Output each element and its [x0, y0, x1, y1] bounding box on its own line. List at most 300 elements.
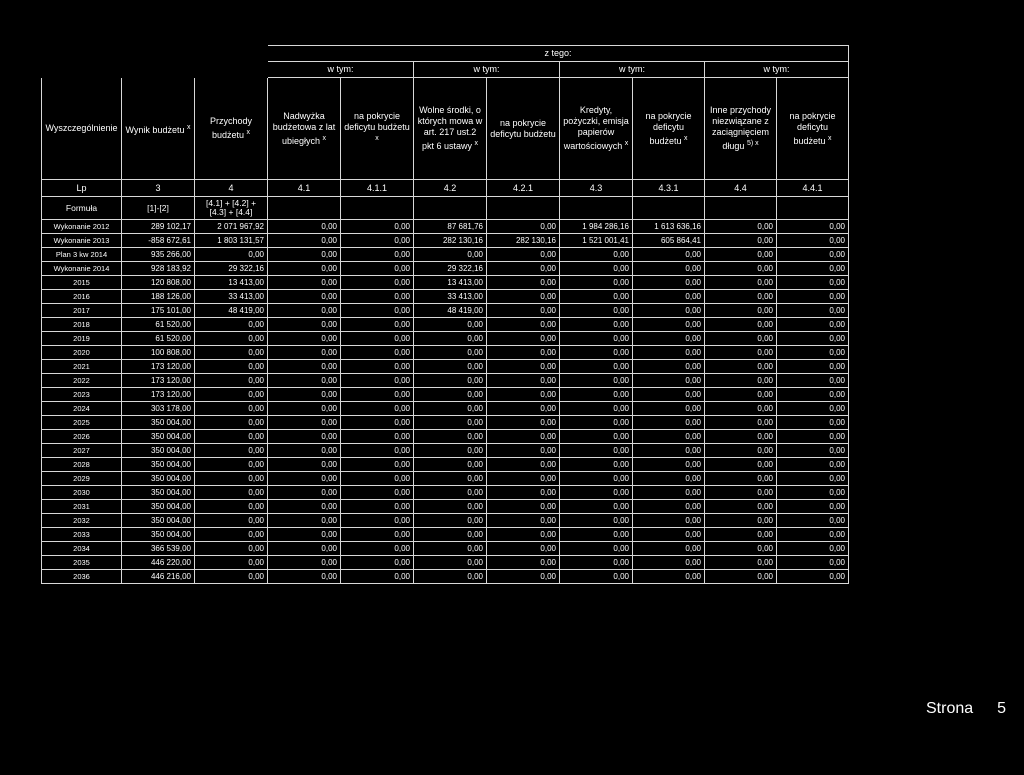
lp-cell: 3 — [122, 180, 195, 197]
formula-cell — [633, 197, 705, 220]
value-cell: 0,00 — [487, 360, 560, 374]
value-cell: 350 004,00 — [122, 444, 195, 458]
lp-cell: 4.4.1 — [777, 180, 849, 197]
value-cell: 0,00 — [633, 402, 705, 416]
value-cell: 350 004,00 — [122, 472, 195, 486]
formula-cell — [560, 197, 633, 220]
value-cell: 33 413,00 — [414, 290, 487, 304]
value-cell: 0,00 — [705, 542, 777, 556]
value-cell: 0,00 — [633, 458, 705, 472]
value-cell: 0,00 — [487, 528, 560, 542]
footnote-mark: x — [684, 134, 688, 142]
formula-cell: Formuła — [42, 197, 122, 220]
w-tym-label: w tym: — [560, 62, 705, 78]
value-cell: 0,00 — [777, 374, 849, 388]
value-cell: 0,00 — [777, 514, 849, 528]
value-cell: 0,00 — [195, 374, 268, 388]
value-cell: 1 803 131,57 — [195, 234, 268, 248]
formula-cell — [268, 197, 341, 220]
lp-cell: 4.2 — [414, 180, 487, 197]
footnote-mark: x — [186, 123, 191, 131]
value-cell: 350 004,00 — [122, 500, 195, 514]
value-cell: 0,00 — [705, 234, 777, 248]
value-cell: 0,00 — [705, 556, 777, 570]
value-cell: 350 004,00 — [122, 514, 195, 528]
value-cell: 0,00 — [560, 556, 633, 570]
value-cell: 0,00 — [560, 500, 633, 514]
value-cell: 0,00 — [777, 318, 849, 332]
value-cell: 0,00 — [268, 514, 341, 528]
value-cell: 0,00 — [777, 472, 849, 486]
column-header-label: Przychody budżetu — [209, 116, 253, 140]
value-cell: 33 413,00 — [195, 290, 268, 304]
value-cell: 0,00 — [268, 290, 341, 304]
value-cell: 0,00 — [777, 458, 849, 472]
value-cell: 0,00 — [341, 388, 414, 402]
value-cell: 0,00 — [777, 542, 849, 556]
value-cell: 0,00 — [487, 430, 560, 444]
column-header — [777, 78, 849, 180]
value-cell: 0,00 — [268, 276, 341, 290]
value-cell: 350 004,00 — [122, 528, 195, 542]
value-cell: 0,00 — [705, 570, 777, 584]
table-row — [42, 402, 849, 416]
value-cell: 0,00 — [487, 444, 560, 458]
value-cell: 173 120,00 — [122, 360, 195, 374]
value-cell: 0,00 — [268, 360, 341, 374]
value-cell: 0,00 — [777, 402, 849, 416]
value-cell: 0,00 — [705, 248, 777, 262]
footnote-mark: x — [624, 140, 629, 147]
value-cell: 0,00 — [560, 262, 633, 276]
value-cell: 0,00 — [560, 360, 633, 374]
value-cell: 0,00 — [341, 290, 414, 304]
value-cell: 0,00 — [777, 556, 849, 570]
lp-cell: 4.1 — [268, 180, 341, 197]
value-cell: 0,00 — [705, 262, 777, 276]
value-cell: 0,00 — [195, 346, 268, 360]
value-cell: 0,00 — [341, 346, 414, 360]
value-cell: 0,00 — [705, 472, 777, 486]
row-label: 2028 — [42, 458, 122, 472]
value-cell: 0,00 — [195, 528, 268, 542]
value-cell: 0,00 — [195, 556, 268, 570]
value-cell: 0,00 — [341, 318, 414, 332]
value-cell: 0,00 — [487, 276, 560, 290]
formula-row — [42, 197, 849, 220]
column-header — [705, 78, 777, 180]
value-cell: 48 419,00 — [414, 304, 487, 318]
value-cell: 0,00 — [487, 416, 560, 430]
row-label: Wykonanie 2012 — [42, 220, 122, 234]
value-cell: 0,00 — [777, 486, 849, 500]
value-cell: 100 808,00 — [122, 346, 195, 360]
value-cell: 0,00 — [414, 360, 487, 374]
value-cell: 0,00 — [633, 444, 705, 458]
table-row — [42, 528, 849, 542]
value-cell: 0,00 — [341, 374, 414, 388]
value-cell: 0,00 — [195, 318, 268, 332]
value-cell: 0,00 — [560, 542, 633, 556]
table-row — [42, 346, 849, 360]
value-cell: -858 672,61 — [122, 234, 195, 248]
column-header-label: Nadwyżka budżetowa z lat ubiegłych — [272, 110, 336, 146]
table-row — [42, 458, 849, 472]
table-row — [42, 318, 849, 332]
value-cell: 0,00 — [560, 458, 633, 472]
row-label: 2029 — [42, 472, 122, 486]
value-cell: 0,00 — [633, 514, 705, 528]
row-label: 2025 — [42, 416, 122, 430]
value-cell: 0,00 — [560, 290, 633, 304]
value-cell: 0,00 — [414, 388, 487, 402]
column-header-label: Wynik budżetu — [125, 124, 185, 135]
value-cell: 0,00 — [633, 318, 705, 332]
column-header-label: Wolne środki, o których mowa w art. 217 ust.2 pkt 6 ustawy — [417, 105, 483, 151]
value-cell: 0,00 — [560, 486, 633, 500]
value-cell: 0,00 — [341, 416, 414, 430]
value-cell: 0,00 — [195, 500, 268, 514]
value-cell: 0,00 — [414, 346, 487, 360]
value-cell: 0,00 — [560, 472, 633, 486]
table-row — [42, 514, 849, 528]
lp-cell: 4.2.1 — [487, 180, 560, 197]
value-cell: 0,00 — [560, 304, 633, 318]
value-cell: 0,00 — [487, 248, 560, 262]
header-row-w-tym — [42, 62, 849, 78]
value-cell: 0,00 — [341, 500, 414, 514]
value-cell: 0,00 — [560, 276, 633, 290]
value-cell: 1 984 286,16 — [560, 220, 633, 234]
column-header-label: Inne przychody niezwiązane z zaciągnięciem długu — [709, 105, 772, 151]
value-cell: 0,00 — [414, 458, 487, 472]
value-cell: 0,00 — [560, 402, 633, 416]
formula-cell — [777, 197, 849, 220]
value-cell: 1 613 636,16 — [633, 220, 705, 234]
formula-cell — [487, 197, 560, 220]
value-cell: 0,00 — [341, 234, 414, 248]
value-cell: 0,00 — [560, 248, 633, 262]
value-cell: 0,00 — [195, 444, 268, 458]
value-cell: 0,00 — [705, 402, 777, 416]
value-cell: 0,00 — [487, 374, 560, 388]
value-cell: 0,00 — [341, 444, 414, 458]
table-row — [42, 542, 849, 556]
row-label: 2022 — [42, 374, 122, 388]
value-cell: 0,00 — [487, 472, 560, 486]
lp-cell: 4.4 — [705, 180, 777, 197]
value-cell: 0,00 — [633, 276, 705, 290]
value-cell: 13 413,00 — [414, 276, 487, 290]
value-cell: 0,00 — [560, 346, 633, 360]
value-cell: 0,00 — [268, 416, 341, 430]
row-label: 2035 — [42, 556, 122, 570]
table-row — [42, 486, 849, 500]
table-row — [42, 444, 849, 458]
value-cell: 0,00 — [487, 486, 560, 500]
value-cell: 0,00 — [560, 430, 633, 444]
value-cell: 0,00 — [633, 486, 705, 500]
footnote-mark: x — [474, 140, 479, 147]
table-body — [42, 46, 849, 584]
value-cell: 0,00 — [341, 304, 414, 318]
lp-row — [42, 180, 849, 197]
table-row — [42, 556, 849, 570]
value-cell: 0,00 — [341, 486, 414, 500]
value-cell: 0,00 — [633, 304, 705, 318]
value-cell: 0,00 — [414, 570, 487, 584]
header-row-z-tego — [42, 46, 849, 62]
lp-cell: 4.3.1 — [633, 180, 705, 197]
value-cell: 0,00 — [268, 234, 341, 248]
value-cell: 0,00 — [414, 416, 487, 430]
value-cell: 175 101,00 — [122, 304, 195, 318]
value-cell: 0,00 — [268, 318, 341, 332]
value-cell: 0,00 — [487, 570, 560, 584]
value-cell: 0,00 — [560, 388, 633, 402]
lp-cell: 4.1.1 — [341, 180, 414, 197]
table-row — [42, 248, 849, 262]
value-cell: 0,00 — [633, 416, 705, 430]
value-cell: 0,00 — [487, 346, 560, 360]
value-cell: 0,00 — [777, 360, 849, 374]
value-cell: 0,00 — [268, 248, 341, 262]
value-cell: 0,00 — [777, 528, 849, 542]
value-cell: 0,00 — [414, 542, 487, 556]
value-cell: 0,00 — [268, 528, 341, 542]
value-cell: 0,00 — [633, 360, 705, 374]
column-header — [341, 78, 414, 180]
value-cell: 0,00 — [777, 388, 849, 402]
value-cell: 0,00 — [414, 248, 487, 262]
row-label: 2021 — [42, 360, 122, 374]
value-cell: 0,00 — [487, 514, 560, 528]
column-header-label: Wyszczególnienie — [45, 123, 118, 133]
column-header — [560, 78, 633, 180]
value-cell: 2 071 967,92 — [195, 220, 268, 234]
value-cell: 0,00 — [633, 472, 705, 486]
formula-cell — [414, 197, 487, 220]
table-row — [42, 472, 849, 486]
value-cell: 0,00 — [777, 276, 849, 290]
value-cell: 0,00 — [777, 262, 849, 276]
value-cell: 120 808,00 — [122, 276, 195, 290]
value-cell: 0,00 — [705, 290, 777, 304]
value-cell: 0,00 — [414, 402, 487, 416]
value-cell: 0,00 — [487, 220, 560, 234]
value-cell: 0,00 — [777, 234, 849, 248]
row-label: 2015 — [42, 276, 122, 290]
value-cell: 48 419,00 — [195, 304, 268, 318]
value-cell: 0,00 — [633, 290, 705, 304]
value-cell: 0,00 — [195, 486, 268, 500]
value-cell: 1 521 001,41 — [560, 234, 633, 248]
row-label: 2034 — [42, 542, 122, 556]
row-label: 2030 — [42, 486, 122, 500]
formula-cell: [4.1] + [4.2] + [4.3] + [4.4] — [195, 197, 268, 220]
table-row — [42, 416, 849, 430]
column-header-label: na pokrycie deficytu budżetu — [789, 110, 836, 146]
footnote-mark: x — [375, 134, 379, 142]
formula-cell — [705, 197, 777, 220]
value-cell: 0,00 — [705, 388, 777, 402]
value-cell: 0,00 — [705, 486, 777, 500]
row-label: 2016 — [42, 290, 122, 304]
row-label: 2019 — [42, 332, 122, 346]
value-cell: 0,00 — [341, 276, 414, 290]
value-cell: 0,00 — [268, 374, 341, 388]
row-label: 2020 — [42, 346, 122, 360]
value-cell: 0,00 — [414, 472, 487, 486]
column-header — [195, 78, 268, 180]
value-cell: 446 220,00 — [122, 556, 195, 570]
footnote-mark: x — [828, 134, 832, 142]
column-headers — [42, 78, 849, 180]
value-cell: 0,00 — [633, 248, 705, 262]
value-cell: 0,00 — [487, 458, 560, 472]
column-header — [122, 78, 195, 180]
value-cell: 0,00 — [341, 262, 414, 276]
value-cell: 0,00 — [414, 332, 487, 346]
value-cell: 0,00 — [195, 514, 268, 528]
value-cell: 0,00 — [705, 458, 777, 472]
value-cell: 0,00 — [777, 570, 849, 584]
value-cell: 0,00 — [705, 220, 777, 234]
value-cell: 0,00 — [777, 500, 849, 514]
row-label: 2017 — [42, 304, 122, 318]
row-label: Wykonanie 2013 — [42, 234, 122, 248]
table-row — [42, 262, 849, 276]
footnote-mark: 5) x — [746, 140, 759, 147]
footnote-mark: x — [322, 134, 327, 142]
column-header-label: na pokrycie deficytu budżetu — [344, 110, 410, 132]
value-cell: 0,00 — [633, 374, 705, 388]
table-row — [42, 374, 849, 388]
value-cell: 0,00 — [705, 430, 777, 444]
value-cell: 0,00 — [414, 374, 487, 388]
lp-cell: Lp — [42, 180, 122, 197]
column-header — [268, 78, 341, 180]
value-cell: 0,00 — [705, 500, 777, 514]
value-cell: 0,00 — [560, 374, 633, 388]
value-cell: 0,00 — [268, 262, 341, 276]
value-cell: 0,00 — [560, 570, 633, 584]
value-cell: 0,00 — [560, 416, 633, 430]
value-cell: 173 120,00 — [122, 374, 195, 388]
value-cell: 0,00 — [633, 542, 705, 556]
row-label: Plan 3 kw 2014 — [42, 248, 122, 262]
value-cell: 0,00 — [414, 528, 487, 542]
value-cell: 0,00 — [487, 290, 560, 304]
value-cell: 188 126,00 — [122, 290, 195, 304]
page-footer — [926, 700, 1006, 718]
w-tym-label: w tym: — [414, 62, 560, 78]
value-cell: 0,00 — [195, 472, 268, 486]
value-cell: 0,00 — [268, 486, 341, 500]
value-cell: 0,00 — [633, 500, 705, 514]
value-cell: 0,00 — [633, 556, 705, 570]
value-cell: 0,00 — [777, 346, 849, 360]
value-cell: 0,00 — [560, 444, 633, 458]
row-label: 2032 — [42, 514, 122, 528]
table-row — [42, 220, 849, 234]
lp-cell: 4.3 — [560, 180, 633, 197]
table-row — [42, 332, 849, 346]
value-cell: 0,00 — [705, 346, 777, 360]
table-row — [42, 290, 849, 304]
value-cell: 0,00 — [705, 444, 777, 458]
value-cell: 0,00 — [487, 542, 560, 556]
value-cell: 0,00 — [414, 318, 487, 332]
value-cell: 0,00 — [777, 220, 849, 234]
value-cell: 282 130,16 — [487, 234, 560, 248]
page-number: 5 — [997, 700, 1007, 717]
formula-cell: [1]-[2] — [122, 197, 195, 220]
value-cell: 0,00 — [268, 458, 341, 472]
value-cell: 0,00 — [268, 500, 341, 514]
table-row — [42, 570, 849, 584]
value-cell: 0,00 — [414, 500, 487, 514]
value-cell: 0,00 — [633, 528, 705, 542]
value-cell: 0,00 — [195, 402, 268, 416]
budget-table — [41, 45, 849, 584]
value-cell: 0,00 — [268, 388, 341, 402]
column-header — [633, 78, 705, 180]
value-cell: 0,00 — [487, 304, 560, 318]
value-cell: 0,00 — [341, 430, 414, 444]
value-cell: 61 520,00 — [122, 332, 195, 346]
value-cell: 0,00 — [705, 528, 777, 542]
footnote-mark: x — [246, 129, 251, 136]
value-cell: 0,00 — [777, 444, 849, 458]
value-cell: 0,00 — [633, 388, 705, 402]
column-header — [414, 78, 487, 180]
column-header — [42, 78, 122, 180]
row-label: 2027 — [42, 444, 122, 458]
value-cell: 0,00 — [705, 416, 777, 430]
value-cell: 0,00 — [414, 444, 487, 458]
row-label: 2033 — [42, 528, 122, 542]
value-cell: 0,00 — [633, 570, 705, 584]
value-cell: 0,00 — [705, 360, 777, 374]
value-cell: 0,00 — [341, 556, 414, 570]
value-cell: 0,00 — [268, 430, 341, 444]
row-label: 2023 — [42, 388, 122, 402]
value-cell: 0,00 — [414, 556, 487, 570]
value-cell: 0,00 — [341, 570, 414, 584]
value-cell: 0,00 — [268, 402, 341, 416]
value-cell: 0,00 — [268, 346, 341, 360]
table-row — [42, 430, 849, 444]
value-cell: 0,00 — [487, 500, 560, 514]
value-cell: 350 004,00 — [122, 486, 195, 500]
value-cell: 0,00 — [195, 388, 268, 402]
value-cell: 0,00 — [633, 346, 705, 360]
value-cell: 0,00 — [560, 528, 633, 542]
value-cell: 13 413,00 — [195, 276, 268, 290]
value-cell: 61 520,00 — [122, 318, 195, 332]
value-cell: 0,00 — [268, 570, 341, 584]
value-cell: 0,00 — [341, 220, 414, 234]
w-tym-label: w tym: — [268, 62, 414, 78]
value-cell: 0,00 — [705, 332, 777, 346]
column-header — [487, 78, 560, 180]
value-cell: 0,00 — [560, 318, 633, 332]
value-cell: 0,00 — [268, 444, 341, 458]
table-row — [42, 276, 849, 290]
value-cell: 0,00 — [195, 458, 268, 472]
column-header-label: na pokrycie deficytu budżetu — [645, 110, 692, 146]
